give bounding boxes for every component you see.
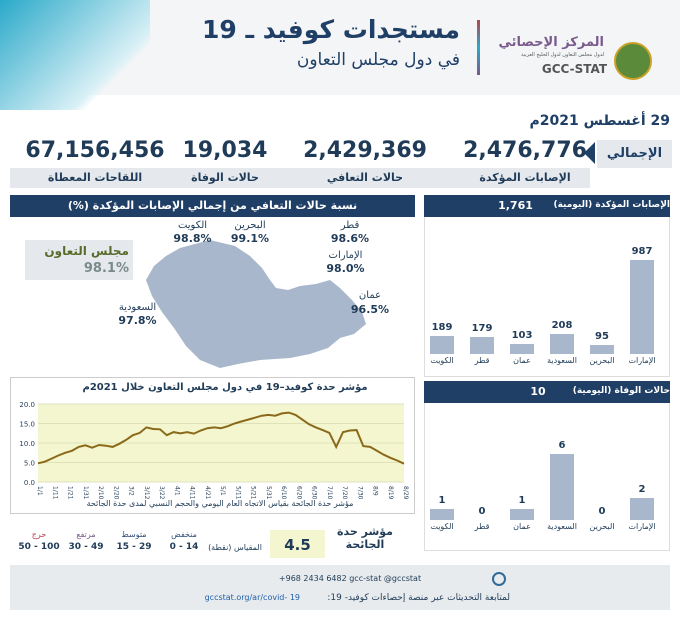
bar-3 xyxy=(550,334,574,354)
x-tick-label: 1/1 xyxy=(36,486,43,496)
bar-1 xyxy=(470,337,494,354)
page-subtitle: في دول مجلس التعاون xyxy=(296,50,460,70)
total-vaccines-value: 67,156,456 xyxy=(25,138,165,163)
y-tick-label: 15.0 xyxy=(19,420,35,429)
x-tick-label: 5/11 xyxy=(234,486,242,500)
severity-level-range: 0 - 14 xyxy=(169,542,199,552)
saudi-value: 97.8% xyxy=(118,314,157,327)
bar-value-label: 6 xyxy=(558,440,566,452)
bar-2 xyxy=(510,509,534,520)
daily-confirmed-total: 1,761 xyxy=(498,199,533,212)
x-tick-label: 4/21 xyxy=(203,486,211,500)
severity-level-range: 50 - 100 xyxy=(18,542,60,552)
x-tick-label: 2/10 xyxy=(97,486,104,500)
oman-name: عمان xyxy=(358,290,382,301)
bar-value-label: 2 xyxy=(638,484,646,496)
severity-index-label: مؤشر حدة الجائحة xyxy=(337,525,393,551)
x-tick-label: 6/30 xyxy=(310,486,318,500)
bar-3 xyxy=(550,454,574,520)
x-tick-label: 2/20 xyxy=(112,486,120,500)
total-vaccines-label: اللقاحات المعطاة xyxy=(47,171,143,184)
qatar-value: 98.6% xyxy=(330,232,370,245)
y-tick-label: 5.0 xyxy=(23,459,35,468)
x-tick-label: 1/21 xyxy=(66,486,74,500)
oman-value: 96.5% xyxy=(350,303,390,316)
severity-level-name: حرج xyxy=(31,530,47,539)
total-deaths-label: حالات الوفاة xyxy=(191,171,259,184)
bahrain-name: البحرين xyxy=(234,220,266,231)
x-tick-label: 4/1 xyxy=(173,486,181,496)
x-tick-label: 3/2 xyxy=(127,486,135,496)
bar-0 xyxy=(430,509,454,520)
bar-value-label: 179 xyxy=(471,322,493,334)
x-tick-label: 4/11 xyxy=(188,486,196,500)
x-tick-label: 8/19 xyxy=(386,486,394,500)
bar-category-label: البحرين xyxy=(589,522,615,531)
footer-note: لمتابعة التحديثات عبر منصة إحصاءات كوفيد- 19: xyxy=(327,593,510,603)
total-confirmed-value: 2,476,776 xyxy=(463,138,587,163)
bar-5 xyxy=(630,498,654,520)
footer-url[interactable]: gccstat.org/ar/covid- 19 xyxy=(204,593,300,602)
gcc-recovery-label: مجلس التعاون xyxy=(44,244,129,258)
bar-category-label: الكويت xyxy=(430,522,454,531)
x-tick-label: 3/12 xyxy=(142,486,150,500)
x-tick-label: 6/20 xyxy=(295,486,303,500)
bar-value-label: 103 xyxy=(511,330,533,342)
severity-level-name: متوسط xyxy=(121,530,147,539)
bar-category-label: عمان xyxy=(513,522,531,531)
kuwait-name: الكويت xyxy=(177,220,208,231)
bar-2 xyxy=(510,344,534,354)
saudi-name: السعودية xyxy=(118,302,157,313)
bar-category-label: السعودية xyxy=(547,522,577,531)
severity-level-name: مرتفع xyxy=(76,530,96,539)
x-tick-label: 8/29 xyxy=(402,486,409,500)
daily-deaths-title: حالات الوفاة (اليومية) xyxy=(572,386,670,396)
daily-confirmed-title: الإصابات المؤكدة (اليومية) xyxy=(553,200,670,210)
total-recovered-label: حالات التعافي xyxy=(326,171,404,184)
severity-scale-label: المقياس (نقطة) xyxy=(208,543,262,552)
severity-chart-caption: مؤشر حدة الجائحة بقياس الاتجاه العام اليومي والحجم النسبي لمدى حدة الجائحة xyxy=(86,499,354,508)
y-tick-label: 0.0 xyxy=(23,479,35,487)
x-tick-label: 1/31 xyxy=(81,486,89,500)
x-tick-label: 6/10 xyxy=(280,486,287,500)
bahrain-value: 99.1% xyxy=(230,232,270,245)
uae-name: الإمارات xyxy=(328,250,363,261)
footer-contact: +968 2434 6482 gcc-stat @gccstat xyxy=(278,574,422,583)
report-date: 29 أغسطس 2021م xyxy=(529,113,670,129)
severity-level-range: 30 - 49 xyxy=(68,542,104,552)
gcc-logo xyxy=(614,42,652,80)
x-tick-label: 1/11 xyxy=(51,486,59,500)
total-confirmed-label: الإصابات المؤكدة xyxy=(479,171,571,184)
org-name-en: GCC-STAT xyxy=(541,62,607,76)
bar-category-label: قطر xyxy=(474,522,490,531)
kuwait-value: 98.8% xyxy=(173,232,212,245)
x-tick-label: 7/10 xyxy=(325,486,333,500)
bar-value-label: 0 xyxy=(598,506,606,517)
bar-category-label: قطر xyxy=(474,356,490,365)
footer-bar xyxy=(10,565,670,610)
bar-5 xyxy=(630,260,654,354)
x-tick-label: 5/21 xyxy=(249,486,257,500)
bar-value-label: 0 xyxy=(478,506,486,517)
bar-value-label: 987 xyxy=(631,245,653,257)
x-tick-label: 3/22 xyxy=(158,486,165,500)
gcc-recovery-value: 98.1% xyxy=(83,261,129,276)
severity-line-chart xyxy=(14,396,412,500)
x-tick-label: 5/1 xyxy=(219,486,226,496)
header-divider xyxy=(477,20,480,75)
x-tick-label: 7/30 xyxy=(356,486,364,500)
bar-0 xyxy=(430,336,454,354)
bar-category-label: الإمارات xyxy=(628,356,656,365)
page-title: مستجدات كوفيد ـ 19 xyxy=(202,15,460,44)
daily-deaths-total: 10 xyxy=(530,385,546,398)
severity-index-value: 4.5 xyxy=(284,536,311,554)
uae-value: 98.0% xyxy=(326,262,365,275)
severity-chart-title: مؤشر حدة كوفيد–19 في دول مجلس التعاون خلال 2021م xyxy=(82,382,368,393)
gccstat-logo-icon xyxy=(492,572,506,586)
x-tick-label: 7/20 xyxy=(341,486,348,500)
org-subname-ar: لدول مجلس التعاون لدول الخليج العربية xyxy=(521,52,604,58)
total-recovered-value: 2,429,369 xyxy=(303,138,427,163)
bar-category-label: عمان xyxy=(513,356,531,365)
bar-value-label: 95 xyxy=(595,330,609,342)
x-tick-label: 5/31 xyxy=(264,486,272,500)
bar-value-label: 189 xyxy=(431,321,453,333)
bar-value-label: 208 xyxy=(551,320,573,332)
bar-category-label: البحرين xyxy=(589,356,615,365)
total-deaths-value: 19,034 xyxy=(182,138,268,163)
y-tick-label: 20.0 xyxy=(19,401,35,409)
severity-level-range: 15 - 29 xyxy=(116,542,152,552)
bar-category-label: السعودية xyxy=(547,356,577,365)
x-tick-label: 8/9 xyxy=(371,486,379,496)
bar-4 xyxy=(590,345,614,354)
bar-value-label: 1 xyxy=(518,495,526,507)
y-tick-label: 10.0 xyxy=(19,440,35,448)
totals-label: الإجمالي xyxy=(606,146,663,161)
recovery-panel-title: نسبة حالات التعافي من إجمالي الإصابات المؤكدة (%) xyxy=(10,195,415,217)
bar-value-label: 1 xyxy=(438,495,446,507)
org-name-ar: المركز الإحصائي xyxy=(498,35,604,50)
virus-graphic xyxy=(0,0,150,110)
severity-level-name: منخفض xyxy=(171,530,197,539)
qatar-name: قطر xyxy=(340,220,360,231)
bar-category-label: الإمارات xyxy=(628,522,656,531)
bar-category-label: الكويت xyxy=(430,356,454,365)
